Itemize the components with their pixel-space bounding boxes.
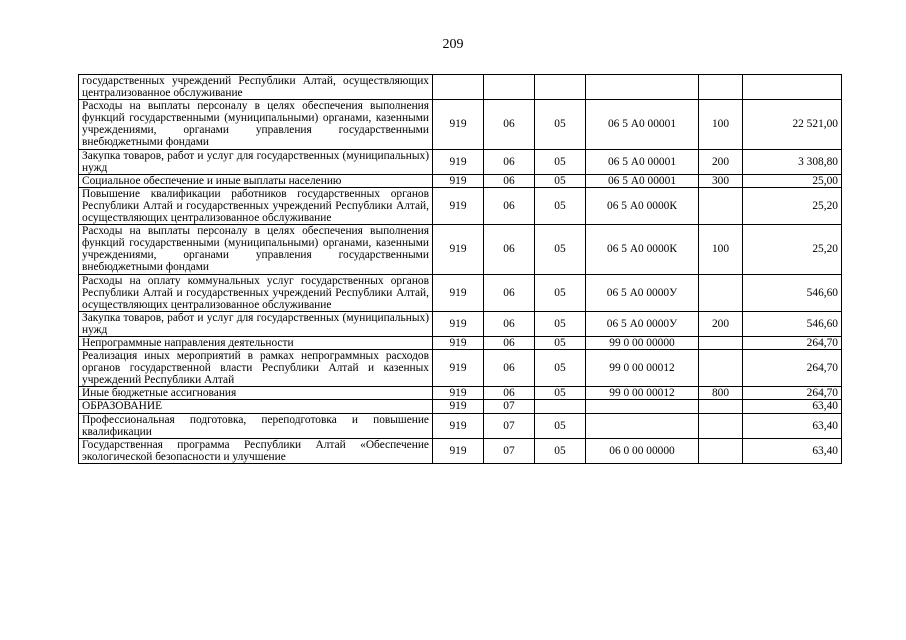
subsection-code-cell: 05 <box>535 100 586 149</box>
admin-code-cell: 919 <box>433 413 484 438</box>
subsection-code-cell: 05 <box>535 311 586 336</box>
admin-code-cell: 919 <box>433 187 484 224</box>
section-code-cell: 06 <box>484 350 535 387</box>
expense-type-cell: 200 <box>699 311 743 336</box>
amount-cell: 264,70 <box>743 336 842 349</box>
amount-cell: 546,60 <box>743 274 842 311</box>
target-article-cell: 06 5 А0 0000К <box>586 225 699 274</box>
target-article-cell: 06 5 А0 0000У <box>586 311 699 336</box>
section-code-cell: 06 <box>484 149 535 174</box>
amount-cell: 264,70 <box>743 387 842 400</box>
table-row <box>79 187 842 224</box>
expense-type-cell <box>699 75 743 100</box>
admin-code-cell <box>433 75 484 100</box>
budget-table <box>78 74 842 464</box>
section-code-cell: 06 <box>484 100 535 149</box>
admin-code-cell: 919 <box>433 438 484 463</box>
subsection-code-cell: 05 <box>535 149 586 174</box>
expense-type-cell <box>699 400 743 413</box>
budget-table-body <box>79 75 842 464</box>
expense-name-cell: Расходы на выплаты персоналу в целях обеспечения выполнения функций государственными (муниципальными) органами, казенными учреждениями, органами управления государственными внебюджетными фондами <box>79 225 433 274</box>
subsection-code-cell <box>535 400 586 413</box>
amount-cell: 25,20 <box>743 187 842 224</box>
target-article-cell <box>586 413 699 438</box>
section-code-cell: 06 <box>484 274 535 311</box>
admin-code-cell: 919 <box>433 274 484 311</box>
amount-cell: 25,20 <box>743 225 842 274</box>
table-row <box>79 174 842 187</box>
expense-type-cell <box>699 350 743 387</box>
expense-type-cell <box>699 413 743 438</box>
section-code-cell: 06 <box>484 187 535 224</box>
admin-code-cell: 919 <box>433 174 484 187</box>
expense-name-cell: Государственная программа Республики Алтай «Обеспечение экологической безопасности и улучшение <box>79 438 433 463</box>
expense-type-cell: 300 <box>699 174 743 187</box>
section-code-cell <box>484 75 535 100</box>
expense-name-cell: Непрограммные направления деятельности <box>79 336 433 349</box>
table-row <box>79 274 842 311</box>
section-code-cell: 06 <box>484 311 535 336</box>
admin-code-cell: 919 <box>433 400 484 413</box>
section-code-cell: 07 <box>484 400 535 413</box>
target-article-cell: 06 5 А0 00001 <box>586 100 699 149</box>
admin-code-cell: 919 <box>433 336 484 349</box>
section-code-cell: 06 <box>484 387 535 400</box>
admin-code-cell: 919 <box>433 149 484 174</box>
expense-type-cell <box>699 274 743 311</box>
table-row <box>79 387 842 400</box>
expense-name-cell: Реализация иных мероприятий в рамках непрограммных расходов органов государственной власти Республики Алтай и казенных учреждений Республики Алтай <box>79 350 433 387</box>
expense-name-cell: Закупка товаров, работ и услуг для государственных (муниципальных) нужд <box>79 149 433 174</box>
admin-code-cell: 919 <box>433 225 484 274</box>
subsection-code-cell: 05 <box>535 438 586 463</box>
expense-type-cell: 200 <box>699 149 743 174</box>
expense-name-cell: Профессиональная подготовка, переподготовка и повышение квалификации <box>79 413 433 438</box>
expense-name-cell: Расходы на оплату коммунальных услуг государственных органов Республики Алтай и государственных учреждений Республики Алтай, осуществляющих централизованное обслуживание <box>79 274 433 311</box>
expense-type-cell: 100 <box>699 100 743 149</box>
expense-name-cell: Повышение квалификации работников государственных органов Республики Алтай и государственных учреждений Республики Алтай, осуществляющих централизованное обслуживание <box>79 187 433 224</box>
target-article-cell: 06 5 А0 00001 <box>586 174 699 187</box>
expense-type-cell: 100 <box>699 225 743 274</box>
page-number: 209 <box>442 37 464 52</box>
table-row <box>79 225 842 274</box>
expense-name-cell: Социальное обеспечение и иные выплаты населению <box>79 174 433 187</box>
target-article-cell: 99 0 00 00000 <box>586 336 699 349</box>
table-row <box>79 100 842 149</box>
subsection-code-cell <box>535 75 586 100</box>
amount-cell <box>743 75 842 100</box>
amount-cell: 25,00 <box>743 174 842 187</box>
table-row <box>79 311 842 336</box>
expense-type-cell <box>699 187 743 224</box>
subsection-code-cell: 05 <box>535 350 586 387</box>
target-article-cell: 06 0 00 00000 <box>586 438 699 463</box>
expense-name-cell: Закупка товаров, работ и услуг для государственных (муниципальных) нужд <box>79 311 433 336</box>
admin-code-cell: 919 <box>433 387 484 400</box>
target-article-cell: 06 5 А0 0000К <box>586 187 699 224</box>
target-article-cell: 06 5 А0 00001 <box>586 149 699 174</box>
amount-cell: 546,60 <box>743 311 842 336</box>
target-article-cell: 99 0 00 00012 <box>586 350 699 387</box>
table-row <box>79 413 842 438</box>
target-article-cell: 06 5 А0 0000У <box>586 274 699 311</box>
expense-name-cell: Иные бюджетные ассигнования <box>79 387 433 400</box>
table-row <box>79 75 842 100</box>
target-article-cell: 99 0 00 00012 <box>586 387 699 400</box>
expense-name-cell: государственных учреждений Республики Алтай, осуществляющих централизованное обслуживание <box>79 75 433 100</box>
table-row <box>79 438 842 463</box>
admin-code-cell: 919 <box>433 100 484 149</box>
expense-name-cell: ОБРАЗОВАНИЕ <box>79 400 433 413</box>
amount-cell: 63,40 <box>743 413 842 438</box>
section-code-cell: 07 <box>484 413 535 438</box>
amount-cell: 63,40 <box>743 438 842 463</box>
amount-cell: 22 521,00 <box>743 100 842 149</box>
table-row <box>79 336 842 349</box>
subsection-code-cell: 05 <box>535 174 586 187</box>
section-code-cell: 06 <box>484 336 535 349</box>
amount-cell: 63,40 <box>743 400 842 413</box>
subsection-code-cell: 05 <box>535 274 586 311</box>
expense-type-cell: 800 <box>699 387 743 400</box>
subsection-code-cell: 05 <box>535 187 586 224</box>
subsection-code-cell: 05 <box>535 387 586 400</box>
admin-code-cell: 919 <box>433 311 484 336</box>
subsection-code-cell: 05 <box>535 225 586 274</box>
subsection-code-cell: 05 <box>535 413 586 438</box>
section-code-cell: 07 <box>484 438 535 463</box>
table-row <box>79 350 842 387</box>
section-code-cell: 06 <box>484 225 535 274</box>
target-article-cell <box>586 75 699 100</box>
section-code-cell: 06 <box>484 174 535 187</box>
expense-type-cell <box>699 438 743 463</box>
table-row <box>79 400 842 413</box>
admin-code-cell: 919 <box>433 350 484 387</box>
expense-type-cell <box>699 336 743 349</box>
expense-name-cell: Расходы на выплаты персоналу в целях обеспечения выполнения функций государственными (муниципальными) органами, казенными учреждениями, органами управления государственными внебюджетными фондами <box>79 100 433 149</box>
target-article-cell <box>586 400 699 413</box>
subsection-code-cell: 05 <box>535 336 586 349</box>
amount-cell: 3 308,80 <box>743 149 842 174</box>
amount-cell: 264,70 <box>743 350 842 387</box>
table-row <box>79 149 842 174</box>
